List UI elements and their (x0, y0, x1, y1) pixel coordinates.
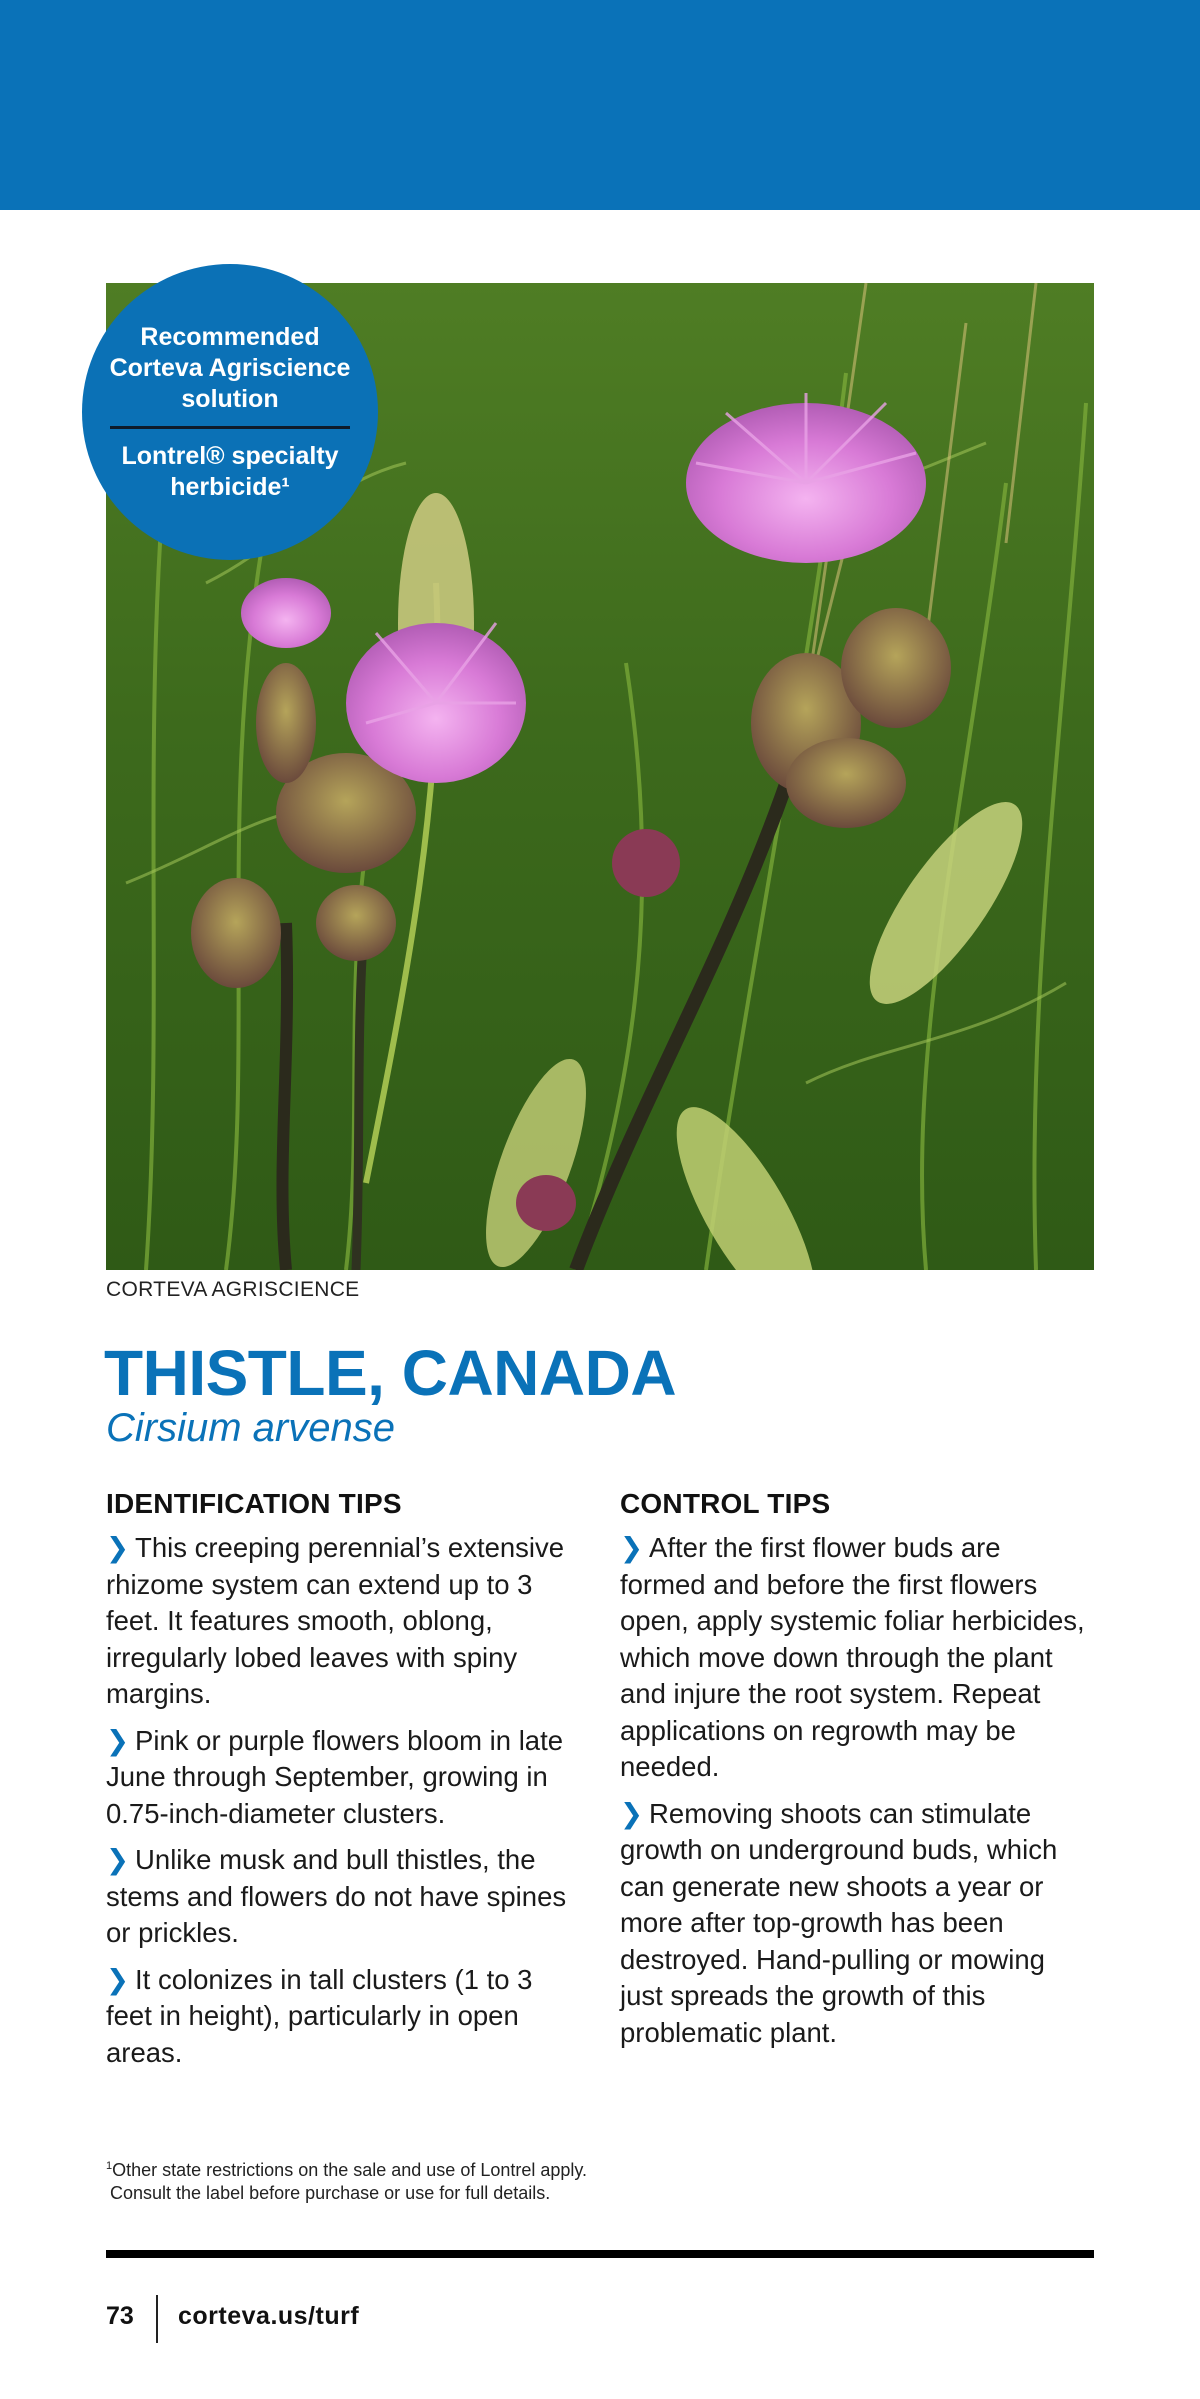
control-tip-text: Removing shoots can stimulate growth on underground buds, which can generate new shoots a year or more after top-growth has been destroyed. Hand-pulling or mowing just spreads the growth of this problematic plant. (620, 1797, 1058, 2048)
identification-tip-text: Unlike musk and bull thistles, the stems and flowers do not have spines or prickles. (106, 1844, 567, 1948)
chevron-right-icon: ❯ (106, 1724, 130, 1756)
badge-divider (110, 426, 350, 429)
badge-line-2: Corteva Agriscience (109, 353, 351, 382)
chevron-right-icon: ❯ (620, 1797, 644, 1829)
footnote-text-1: Other state restrictions on the sale and use of Lontrel apply. (112, 2160, 588, 2180)
badge-line-3: solution (181, 384, 279, 413)
footer-rule (106, 2250, 1094, 2258)
control-tip (620, 1530, 1090, 1786)
identification-tip-text: Pink or purple flowers bloom in late June through September, growing in 0.75-inch-diameter clusters. (106, 1724, 564, 1829)
badge-line-1: Recommended (140, 322, 320, 351)
page-number: 73 (106, 2302, 134, 2330)
chevron-right-icon: ❯ (106, 1844, 130, 1875)
badge-product-line-2: herbicide¹ (170, 472, 290, 501)
footnote-marker: 1 (106, 2160, 113, 2172)
photo-credit: CORTEVA AGRISCIENCE (106, 1278, 360, 1301)
identification-tip (106, 1723, 576, 1833)
footnote-line-2: Consult the label before purchase or use for full details. (110, 2183, 551, 2203)
identification-tip-text: It colonizes in tall clusters (1 to 3 feet in height), particularly in open areas. (106, 1963, 533, 2068)
control-tip (620, 1796, 1090, 2052)
identification-tip (106, 1842, 576, 1952)
website-link[interactable]: corteva.us/turf (178, 2302, 360, 2330)
identification-tips-section (106, 1488, 576, 2081)
chevron-right-icon: ❯ (106, 1532, 130, 1563)
header-band (0, 0, 1200, 210)
identification-tip (106, 1530, 576, 1713)
footnote-line-1 (106, 2155, 587, 2182)
identification-tips-heading: IDENTIFICATION TIPS (106, 1488, 402, 1519)
footnote (106, 2155, 587, 2205)
identification-tip (106, 1962, 576, 2072)
footer-divider (156, 2295, 158, 2343)
page-title: THISTLE, CANADA (104, 1337, 677, 1409)
chevron-right-icon: ❯ (620, 1532, 644, 1563)
control-tips-section (620, 1488, 1090, 2061)
control-tips-heading: CONTROL TIPS (620, 1488, 831, 1519)
control-tip-text: After the first flower buds are formed and before the first flowers open, apply systemic foliar herbicides, which move down through the plant and injure the root system. Repeat applications on regrowth may be needed. (620, 1532, 1085, 1782)
badge-product-line-1: Lontrel® specialty (121, 441, 339, 470)
identification-tip-text: This creeping perennial’s extensive rhizome system can extend up to 3 feet. It features smooth, oblong, irregularly lobed leaves with spiny margins. (106, 1532, 565, 1709)
scientific-name: Cirsium arvense (106, 1406, 395, 1450)
chevron-right-icon: ❯ (106, 1963, 130, 1995)
recommended-solution-badge (82, 264, 378, 560)
